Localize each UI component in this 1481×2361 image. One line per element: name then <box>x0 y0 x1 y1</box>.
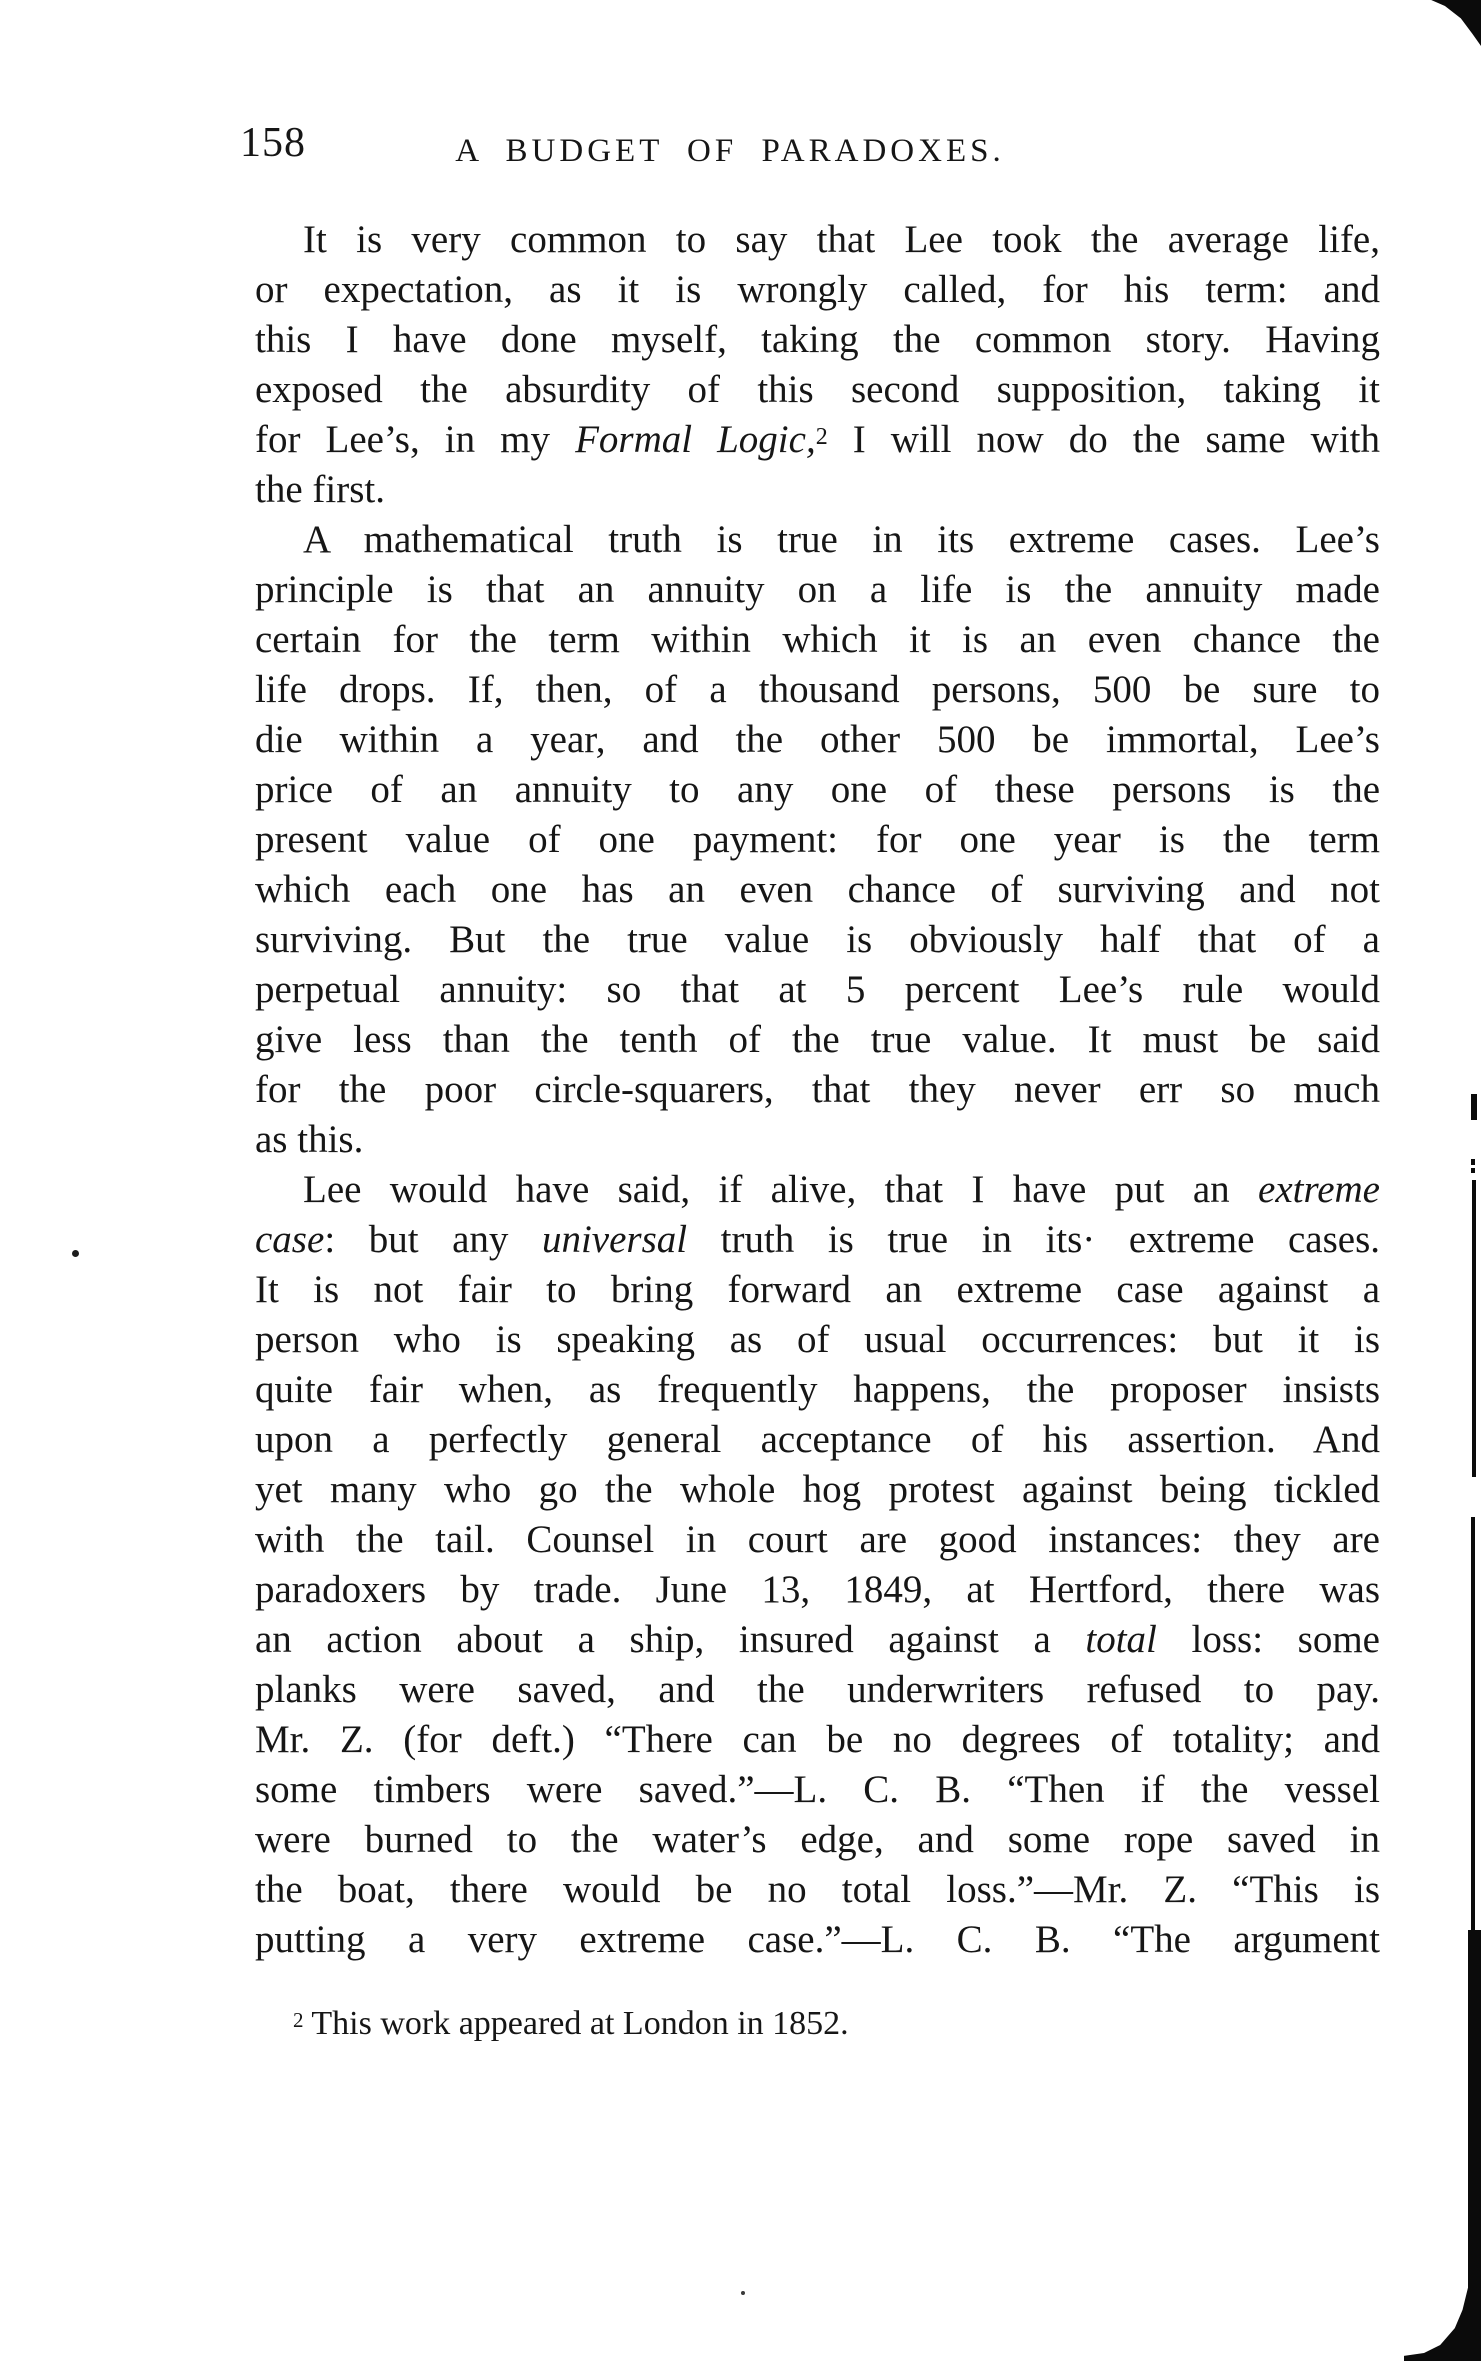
text-line <box>255 1515 1380 1565</box>
text-line <box>255 1115 1380 1165</box>
text-segment: perpetual annuity: so that at 5 percent Lee’s rule would <box>255 968 1380 1011</box>
text-line <box>255 1265 1380 1315</box>
text-line <box>255 365 1380 415</box>
text-line <box>255 1065 1380 1115</box>
text-segment: give less than the tenth of the true value. It must be said <box>255 1018 1380 1061</box>
text-segment: extreme <box>1258 1168 1380 1211</box>
text-segment: Lee would have said, if alive, that I have put an <box>303 1168 1259 1211</box>
text-line <box>255 1365 1380 1415</box>
scan-artifact-speck <box>741 2291 745 2295</box>
text-line <box>255 965 1380 1015</box>
footnote-marker: 2 <box>293 2007 304 2032</box>
text-segment: quite fair when, as frequently happens, the proposer insists <box>255 1368 1380 1411</box>
text-segment: or expectation, as it is wrongly called, for his term: and <box>255 268 1380 311</box>
text-line <box>255 1465 1380 1515</box>
text-line <box>255 215 1380 265</box>
text-segment: Mr. Z. (for deft.) “There can be no degrees of totality; and <box>255 1718 1380 1761</box>
text-line <box>255 1765 1380 1815</box>
text-segment: It is very common to say that Lee took the average life, <box>303 218 1380 261</box>
text-segment: : but any <box>324 1218 542 1261</box>
text-line <box>255 1865 1380 1915</box>
text-segment: were burned to the water’s edge, and some rope saved in <box>255 1818 1380 1861</box>
text-line <box>255 1565 1380 1615</box>
text-line <box>255 415 1380 465</box>
text-segment: the boat, there would be no total loss.”—Mr. Z. “This is <box>255 1868 1380 1911</box>
text-line <box>255 265 1380 315</box>
text-line <box>255 865 1380 915</box>
text-segment: truth is true in its· extreme cases. <box>687 1218 1380 1261</box>
text-line <box>255 765 1380 815</box>
text-line <box>255 715 1380 765</box>
footnote-reference: 2 <box>815 423 828 450</box>
text-line <box>255 1665 1380 1715</box>
text-segment: with the tail. Counsel in court are good instances: they are <box>255 1518 1380 1561</box>
text-segment: A mathematical truth is true in its extreme cases. Lee’s <box>303 518 1380 561</box>
text-segment: an action about a ship, insured against a <box>255 1618 1086 1661</box>
scan-artifact-speck <box>72 1250 79 1257</box>
scan-artifact-right-line <box>1468 1930 1481 2310</box>
scan-artifact-right-line <box>1472 1180 1476 1477</box>
text-line <box>255 1715 1380 1765</box>
text-segment: upon a perfectly general acceptance of his assertion. And <box>255 1418 1380 1461</box>
scan-artifact-right-bar <box>1471 1094 1477 1120</box>
text-segment: putting a very extreme case.”—L. C. B. “The argument <box>255 1918 1380 1961</box>
text-line <box>255 1165 1380 1215</box>
text-segment: life drops. If, then, of a thousand persons, 500 be sure to <box>255 668 1380 711</box>
text-line <box>255 1915 1380 1965</box>
text-line <box>255 1415 1380 1465</box>
text-segment: price of an annuity to any one of these persons is the <box>255 768 1380 811</box>
page-number: 158 <box>240 120 306 166</box>
text-segment: some timbers were saved.”—L. C. B. “Then if the vessel <box>255 1768 1380 1811</box>
text-segment: planks were saved, and the underwriters refused to pay. <box>255 1668 1380 1711</box>
text-segment: the first. <box>255 468 385 511</box>
text-line <box>255 615 1380 665</box>
scan-artifact-right-line <box>1471 1517 1475 1937</box>
text-segment: present value of one payment: for one year is the term <box>255 818 1380 861</box>
body-text <box>255 215 1380 1965</box>
scan-artifact-bottom-right-corner <box>1404 2288 1481 2361</box>
text-line <box>255 515 1380 565</box>
text-segment: which each one has an even chance of surviving and not <box>255 868 1380 911</box>
text-segment: yet many who go the whole hog protest against being tickled <box>255 1468 1380 1511</box>
text-line <box>255 915 1380 965</box>
text-segment: I will now do the same with <box>827 418 1380 461</box>
text-segment: case <box>255 1218 325 1261</box>
text-segment: surviving. But the true value is obviously half that of a <box>255 918 1380 961</box>
text-line <box>255 465 1380 515</box>
text-segment: certain for the term within which it is an even chance the <box>255 618 1380 661</box>
scan-artifact-right-dash <box>1471 1159 1475 1165</box>
running-title: A BUDGET OF PARADOXES. <box>455 133 1005 169</box>
text-segment: person who is speaking as of usual occurrences: but it is <box>255 1318 1380 1361</box>
text-line <box>255 1215 1380 1265</box>
text-line <box>255 815 1380 865</box>
text-segment: Formal Logic, <box>575 418 816 461</box>
text-line <box>255 665 1380 715</box>
text-segment: It is not fair to bring forward an extreme case against a <box>255 1268 1380 1311</box>
text-line <box>255 1615 1380 1665</box>
scan-artifact-right-dash <box>1471 1168 1475 1173</box>
text-segment: die within a year, and the other 500 be immortal, Lee’s <box>255 718 1380 761</box>
scan-artifact-top-right-corner <box>1428 0 1481 46</box>
footnote <box>293 2002 1383 2046</box>
text-segment: for Lee’s, in my <box>255 418 576 461</box>
text-segment: loss: some <box>1156 1618 1380 1661</box>
footnote-text: This work appeared at London in 1852. <box>311 2005 849 2042</box>
text-line <box>255 315 1380 365</box>
text-segment: total <box>1085 1618 1157 1661</box>
text-segment: universal <box>541 1218 688 1261</box>
text-line <box>255 1015 1380 1065</box>
text-segment: this I have done myself, taking the common story. Having <box>255 318 1380 361</box>
text-segment: exposed the absurdity of this second supposition, taking it <box>255 368 1380 411</box>
text-line <box>255 1815 1380 1865</box>
text-segment: paradoxers by trade. June 13, 1849, at Hertford, there was <box>255 1568 1380 1611</box>
text-segment: for the poor circle-squarers, that they never err so much <box>255 1068 1380 1111</box>
text-line <box>255 1315 1380 1365</box>
text-segment: as this. <box>255 1118 364 1161</box>
text-segment: principle is that an annuity on a life is the annuity made <box>255 568 1380 611</box>
text-line <box>255 565 1380 615</box>
